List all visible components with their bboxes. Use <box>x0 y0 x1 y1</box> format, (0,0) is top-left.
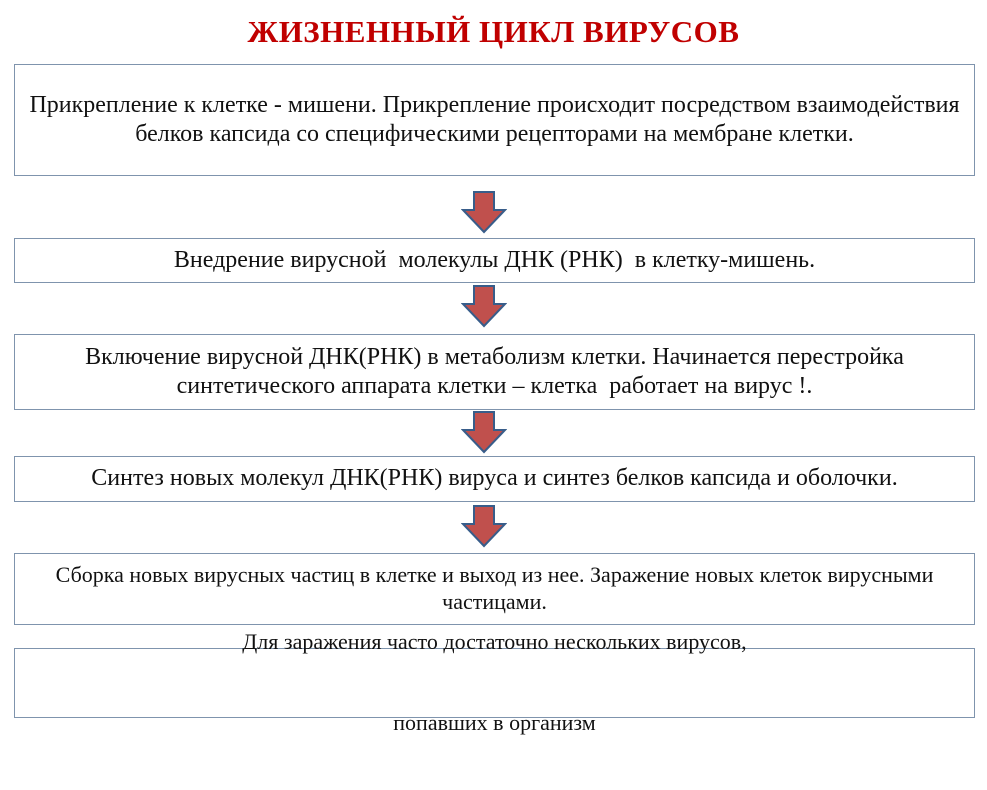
step-attachment-text: Прикрепление к клетке - мишени. Прикрепление происходит посредством взаимодействия белков капсида со специфическими рецепторами на мембране клетки. <box>29 91 966 147</box>
down-arrow-icon <box>461 504 507 548</box>
step-synthesis-box <box>14 456 975 502</box>
down-arrow-icon <box>461 190 507 234</box>
step-penetration-box <box>14 238 975 283</box>
note-line-2: попавших в организм <box>393 709 596 735</box>
diagram-title: ЖИЗНЕННЫЙ ЦИКЛ ВИРУСОВ <box>247 14 740 49</box>
down-arrow-icon <box>461 410 507 454</box>
step-metabolism-text: Включение вирусной ДНК(РНК) в метаболизм клетки. Начинается перестройка синтетического аппарата клетки – клетка работает на вирус !. <box>85 343 910 399</box>
step-assembly-text: Сборка новых вирусных частиц в клетке и выход из нее. Заражение новых клеток вирусными частицами. <box>55 562 939 614</box>
down-arrow-icon <box>461 284 507 328</box>
note-box <box>14 629 975 735</box>
step-synthesis-text: Синтез новых молекул ДНК(РНК) вируса и синтез белков капсида и оболочки. <box>91 465 898 492</box>
step-attachment-box <box>14 64 975 176</box>
note-line-1: Для заражения часто достаточно нескольких вирусов, <box>242 629 747 655</box>
step-metabolism-box <box>14 334 975 410</box>
step-penetration-text: Внедрение вирусной молекулы ДНК (РНК) в клетку-мишень. <box>173 246 816 273</box>
